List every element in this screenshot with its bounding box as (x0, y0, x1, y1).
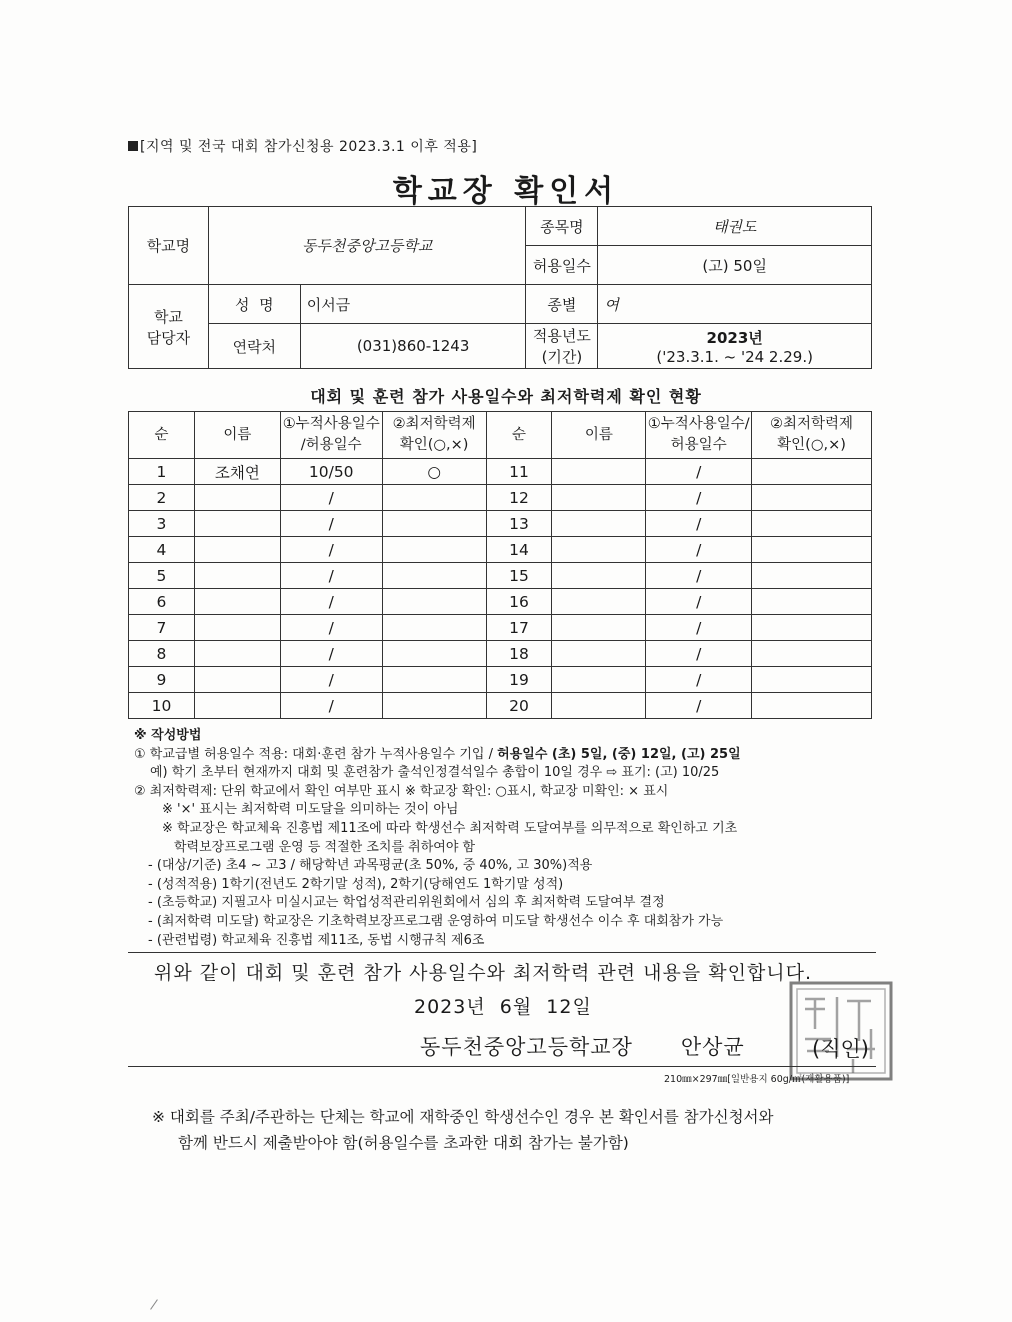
header-check-right-line2: 확인(○,×) (777, 437, 846, 453)
year-text: 2023년 (706, 328, 763, 347)
header-note (128, 136, 477, 156)
row-check-right (752, 459, 872, 485)
footer-line1: ※ 대회를 주최/주관하는 단체는 학교에 재학중인 학생선수인 경우 본 확인서를 참가신청서와 (152, 1108, 774, 1126)
instructions (134, 727, 879, 950)
row-no-left: 8 (129, 641, 195, 667)
row-no-left: 2 (129, 485, 195, 511)
row-no-left: 7 (129, 615, 195, 641)
row-check-right (752, 485, 872, 511)
header-check-right-line1: ②최저학력제 (770, 416, 854, 432)
seal-label: (직인) (812, 1037, 869, 1061)
header-used-left (280, 412, 382, 459)
row-no-left: 6 (129, 589, 195, 615)
note-2-b2: 학력보장프로그램 운영 등 적절한 조치를 취하여야 함 (174, 839, 476, 855)
name-value: 이서금 (300, 285, 526, 324)
footer-note (152, 1104, 773, 1156)
contact-label: 연락처 (208, 324, 300, 369)
row-used-right: / (646, 537, 752, 563)
row-used-right: / (646, 511, 752, 537)
notes-heading: ※ 작성방법 (134, 728, 202, 743)
row-name-left (194, 589, 280, 615)
header-used-left-line1: ①누적사용일수 (282, 416, 380, 432)
allowed-days-value: (고) 50일 (598, 246, 872, 285)
row-used-right: / (646, 485, 752, 511)
signature-line (420, 1031, 745, 1061)
table-row (129, 589, 872, 615)
row-check-left (382, 615, 486, 641)
period-text: ('23.3.1. ~ '24 2.29.) (656, 347, 813, 366)
note-1-bold: 허용일수 (초) 5일, (중) 12일, (고) 25일 (497, 746, 741, 762)
table-row (129, 511, 872, 537)
divider-bottom (128, 1066, 876, 1067)
row-name-right (552, 459, 646, 485)
issue-date: 2023년 6월 12일 (414, 996, 592, 1018)
manager-label (129, 285, 209, 369)
row-name-left: 조채연 (194, 459, 280, 485)
row-name-left (194, 485, 280, 511)
row-name-right (552, 537, 646, 563)
row-check-right (752, 563, 872, 589)
scan-mark (150, 1299, 158, 1309)
table-row (129, 667, 872, 693)
table-row (129, 563, 872, 589)
row-no-left: 10 (129, 693, 195, 719)
table-row (129, 693, 872, 719)
row-name-right (552, 511, 646, 537)
header-no-right: 순 (486, 412, 552, 459)
row-name-left (194, 641, 280, 667)
row-name-right (552, 485, 646, 511)
row-name-left (194, 693, 280, 719)
row-no-right: 15 (486, 563, 552, 589)
row-used-left: 10/50 (280, 459, 382, 485)
table-row (129, 459, 872, 485)
footer-line2: 함께 반드시 제출받아야 함(허용일수를 초과한 대회 참가는 불가함) (178, 1134, 629, 1152)
row-name-left (194, 667, 280, 693)
divider-top (128, 952, 876, 953)
row-check-right (752, 537, 872, 563)
header-used-left-line2: /허용일수 (300, 437, 362, 453)
header-used-right-line2: 허용일수 (670, 437, 727, 453)
row-name-right (552, 667, 646, 693)
row-no-right: 16 (486, 589, 552, 615)
gender-label: 종별 (526, 285, 598, 324)
row-name-left (194, 511, 280, 537)
row-check-left (382, 667, 486, 693)
row-name-left (194, 563, 280, 589)
row-name-left (194, 537, 280, 563)
row-name-left (194, 615, 280, 641)
header-check-left-line2: 확인(○,×) (399, 437, 469, 453)
paper-spec: 210㎜×297㎜[일반용지 60g/㎡(재활용품)] (664, 1074, 850, 1085)
note-1-text: ① 학교급별 허용일수 적용: 대회·훈련 참가 누적사용일수 기입 / (134, 746, 498, 762)
square-bullet-icon (128, 141, 138, 151)
row-no-right: 11 (486, 459, 552, 485)
row-used-right: / (646, 693, 752, 719)
row-check-right (752, 511, 872, 537)
note-1-example: 예) 학기 초부터 현재까지 대회 및 훈련참가 출석인정결석일수 총합이 10일 경우 ⇨ 표기: (고) 10/25 (150, 765, 720, 781)
note-2-a: ※ '×' 표시는 최저학력 미도달을 의미하는 것이 아님 (162, 802, 459, 818)
status-table (128, 411, 872, 719)
document-title: 학교장 확인서 (392, 174, 620, 209)
table-row (129, 641, 872, 667)
row-check-left (382, 641, 486, 667)
note-2: ② 최저학력제: 단위 학교에서 확인 여부만 표시 ※ 학교장 확인: ○표시, 학교장 미확인: × 표시 (134, 783, 669, 799)
note-1 (134, 746, 879, 765)
row-used-left: / (280, 693, 382, 719)
row-no-right: 12 (486, 485, 552, 511)
row-check-right (752, 615, 872, 641)
row-name-right (552, 563, 646, 589)
row-used-left: / (280, 641, 382, 667)
row-used-left: / (280, 667, 382, 693)
row-check-left (382, 537, 486, 563)
info-table (128, 206, 872, 369)
table-row (129, 485, 872, 511)
row-used-left: / (280, 511, 382, 537)
header-check-left-line1: ②최저학력제 (392, 416, 476, 432)
row-used-right: / (646, 459, 752, 485)
row-no-right: 19 (486, 667, 552, 693)
school-name-value: 동두천중앙고등학교 (208, 207, 526, 285)
row-name-right (552, 589, 646, 615)
note-2-b1: ※ 학교장은 학교체육 진흥법 제11조에 따라 학생선수 최저학력 도달여부를 의무적으로 확인하고 기초 (162, 820, 738, 836)
manager-label-line1: 학교 (153, 307, 183, 326)
row-no-left: 9 (129, 667, 195, 693)
header-name-right: 이름 (552, 412, 646, 459)
row-check-left: ○ (382, 459, 486, 485)
year-label (526, 324, 598, 369)
row-used-left: / (280, 563, 382, 589)
year-label-line2: (기간) (541, 348, 583, 366)
row-used-right: / (646, 667, 752, 693)
detail-1: - (대상/기준) 초4 ~ 고3 / 해당학년 과목평균(초 50%, 중 40%, 고 30%)적용 (148, 858, 593, 874)
year-label-line1: 적용년도 (532, 327, 591, 345)
header-check-right (752, 412, 872, 459)
row-check-right (752, 641, 872, 667)
event-value: 태권도 (598, 207, 872, 246)
status-rows (129, 459, 872, 719)
row-no-right: 18 (486, 641, 552, 667)
header-note-text: [지역 및 전국 대회 참가신청용 2023.3.1 이후 적용] (140, 139, 478, 155)
header-used-right (646, 412, 752, 459)
row-used-left: / (280, 537, 382, 563)
header-no-left: 순 (129, 412, 195, 459)
contact-value: (031)860-1243 (300, 324, 526, 369)
table-row (129, 615, 872, 641)
row-name-right (552, 641, 646, 667)
row-no-right: 17 (486, 615, 552, 641)
row-used-left: / (280, 589, 382, 615)
header-check-left (382, 412, 486, 459)
signer-name: 안상균 (680, 1035, 745, 1059)
row-no-right: 13 (486, 511, 552, 537)
status-title: 대회 및 훈련 참가 사용일수와 최저학력제 확인 현황 (310, 387, 702, 406)
row-check-right (752, 693, 872, 719)
detail-4: - (최저학력 미도달) 학교장은 기초학력보장프로그램 운영하여 미도달 학생선수 이수 후 대회참가 가능 (148, 913, 724, 929)
row-no-right: 14 (486, 537, 552, 563)
row-no-left: 5 (129, 563, 195, 589)
gender-value: 여 (598, 285, 872, 324)
row-used-right: / (646, 615, 752, 641)
row-name-right (552, 693, 646, 719)
event-label: 종목명 (526, 207, 598, 246)
row-check-left (382, 563, 486, 589)
row-used-left: / (280, 485, 382, 511)
school-name-label: 학교명 (129, 207, 209, 285)
row-used-right: / (646, 641, 752, 667)
row-check-left (382, 693, 486, 719)
row-used-left: / (280, 615, 382, 641)
manager-label-line2: 담당자 (146, 328, 191, 347)
row-check-left (382, 511, 486, 537)
row-name-right (552, 615, 646, 641)
row-check-right (752, 667, 872, 693)
row-check-right (752, 589, 872, 615)
name-label: 성 명 (208, 285, 300, 324)
signer-school: 동두천중앙고등학교장 (420, 1035, 633, 1059)
header-used-right-line1: ①누적사용일수/ (647, 416, 750, 432)
official-seal-stamp (787, 979, 895, 1083)
detail-2: - (성적적용) 1학기(전년도 2학기말 성적), 2학기(당해연도 1학기말 성적) (148, 876, 564, 892)
detail-5: - (관련법령) 학교체육 진흥법 제11조, 동법 시행규칙 제6조 (148, 932, 485, 948)
header-name-left: 이름 (194, 412, 280, 459)
row-no-left: 3 (129, 511, 195, 537)
detail-3: - (초등학교) 지필고사 미실시교는 학업성적관리위원회에서 심의 후 최저학력 도달여부 결정 (148, 895, 665, 911)
year-value (598, 324, 872, 369)
row-no-left: 4 (129, 537, 195, 563)
row-check-left (382, 485, 486, 511)
allowed-days-label: 허용일수 (526, 246, 598, 285)
row-check-left (382, 589, 486, 615)
confirm-statement: 위와 같이 대회 및 훈련 참가 사용일수와 최저학력 관련 내용을 확인합니다. (154, 962, 813, 984)
row-used-right: / (646, 563, 752, 589)
row-no-left: 1 (129, 459, 195, 485)
table-row (129, 537, 872, 563)
row-no-right: 20 (486, 693, 552, 719)
row-used-right: / (646, 589, 752, 615)
